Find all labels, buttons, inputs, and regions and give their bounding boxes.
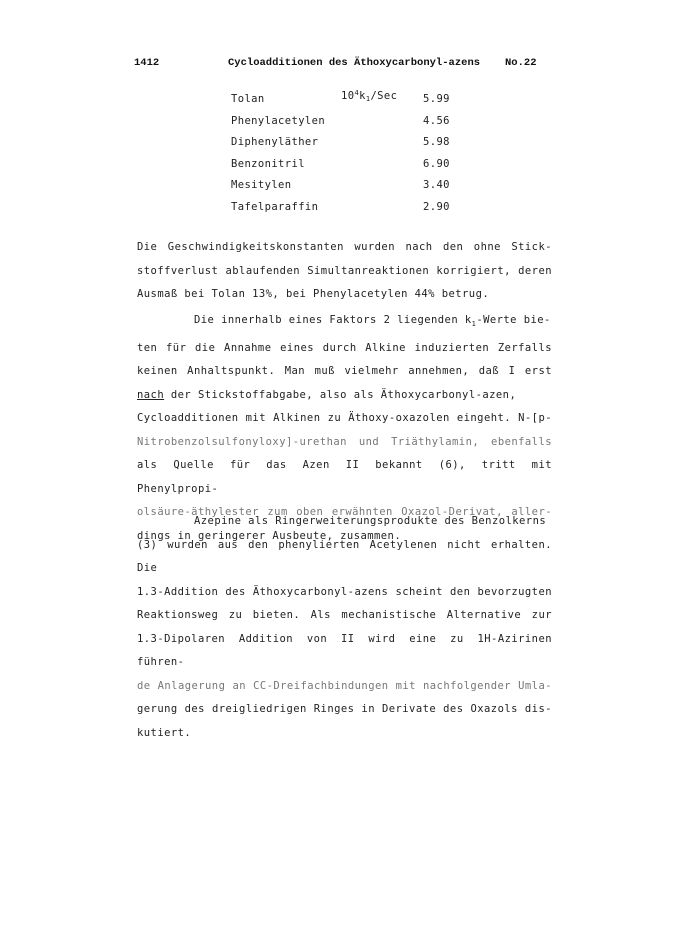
rate-value: 5.98 (423, 136, 450, 148)
text-line: (3) wurden aus den phenylierten Acetylenen nicht erhalten. Die (137, 538, 552, 574)
page-number: 1412 (134, 57, 160, 69)
text-line: 1.3-Addition des Äthoxycarbonyl-azens scheint den bevorzugten (137, 585, 552, 598)
text-line: gerung des dreigliedrigen Ringes in Derivate des Oxazols dis- (137, 703, 552, 715)
solvent-name: Diphenyläther (231, 136, 319, 148)
solvent-name: Mesitylen (231, 179, 292, 191)
text-line: als Quelle für das Azen II bekannt (6), tritt mit Phenylpropi- (137, 459, 552, 495)
table-row (231, 136, 461, 158)
table-row (231, 115, 461, 137)
text-line: de Anlagerung an CC-Dreifachbindungen mit nachfolgender Umla- (137, 679, 552, 692)
text-line: ten für die Annahme eines durch Alkine induzierten Zerfalls (137, 341, 552, 354)
text-line: 1.3-Dipolaren Addition von II wird eine zu 1H-Azirinen führen- (137, 632, 552, 668)
text-line: nach der Stickstoffabgabe, also als Äthoxycarbonyl-azen, (137, 388, 517, 401)
paragraph-correction (137, 236, 552, 307)
text-line: Die innerhalb eines Faktors 2 liegenden $k_1$-Werte bie- (194, 314, 551, 329)
table-row (231, 201, 461, 223)
rate-value: 6.90 (423, 157, 450, 170)
rate-constant-label: $10^4k_1$/Sec (341, 89, 398, 103)
solvent-name: Phenylacetylen (231, 114, 326, 127)
text-line: olsäure-äthylester zum oben erwähnten Oxazol-Derivat, aller- (137, 506, 552, 519)
rate-value: 4.56 (423, 114, 450, 127)
text-line: dings in geringerer Ausbeute, zusammen. (137, 529, 402, 542)
paragraph-azepine (137, 510, 552, 745)
page-header (0, 57, 680, 73)
rate-constant-table (231, 93, 461, 222)
solvent-name: Tolan (231, 93, 265, 105)
text-line: kutiert. (137, 726, 192, 739)
table-row (231, 179, 461, 201)
rate-value: 3.40 (423, 179, 450, 191)
table-row (231, 93, 461, 115)
underlined-word: nach (137, 388, 165, 401)
text-line: keinen Anhaltspunkt. Man muß vielmehr annehmen, daß I erst (137, 365, 552, 378)
rate-value: 5.99 (423, 93, 450, 105)
text-line: Cycloadditionen mit Alkinen zu Äthoxy-oxazolen eingeht. N-[p- (137, 412, 552, 425)
text-line: Ausmaß bei Tolan 13%, bei Phenylacetylen 44% betrug. (137, 288, 490, 300)
table-row (231, 158, 461, 180)
text-line: Reaktionsweg zu bieten. Als mechanistische Alternative zur (137, 609, 552, 621)
text-line: Die Geschwindigkeitskonstanten wurden nach den ohne Stick- (137, 241, 552, 253)
running-title: Cycloadditionen des Äthoxycarbonyl-azens (228, 57, 481, 69)
solvent-name: Tafelparaffin (231, 200, 319, 213)
solvent-name: Benzonitril (231, 157, 305, 170)
text-line: Azepine als Ringerweiterungsprodukte des Benzolkerns (194, 515, 547, 527)
text-line: Nitrobenzolsulfonyloxy]-urethan und Triäthylamin, ebenfalls (137, 435, 552, 448)
rate-value: 2.90 (423, 200, 450, 213)
issue-number: No.22 (505, 57, 537, 69)
text-line: stoffverlust ablaufenden Simultanreaktionen korrigiert, deren (137, 264, 552, 277)
